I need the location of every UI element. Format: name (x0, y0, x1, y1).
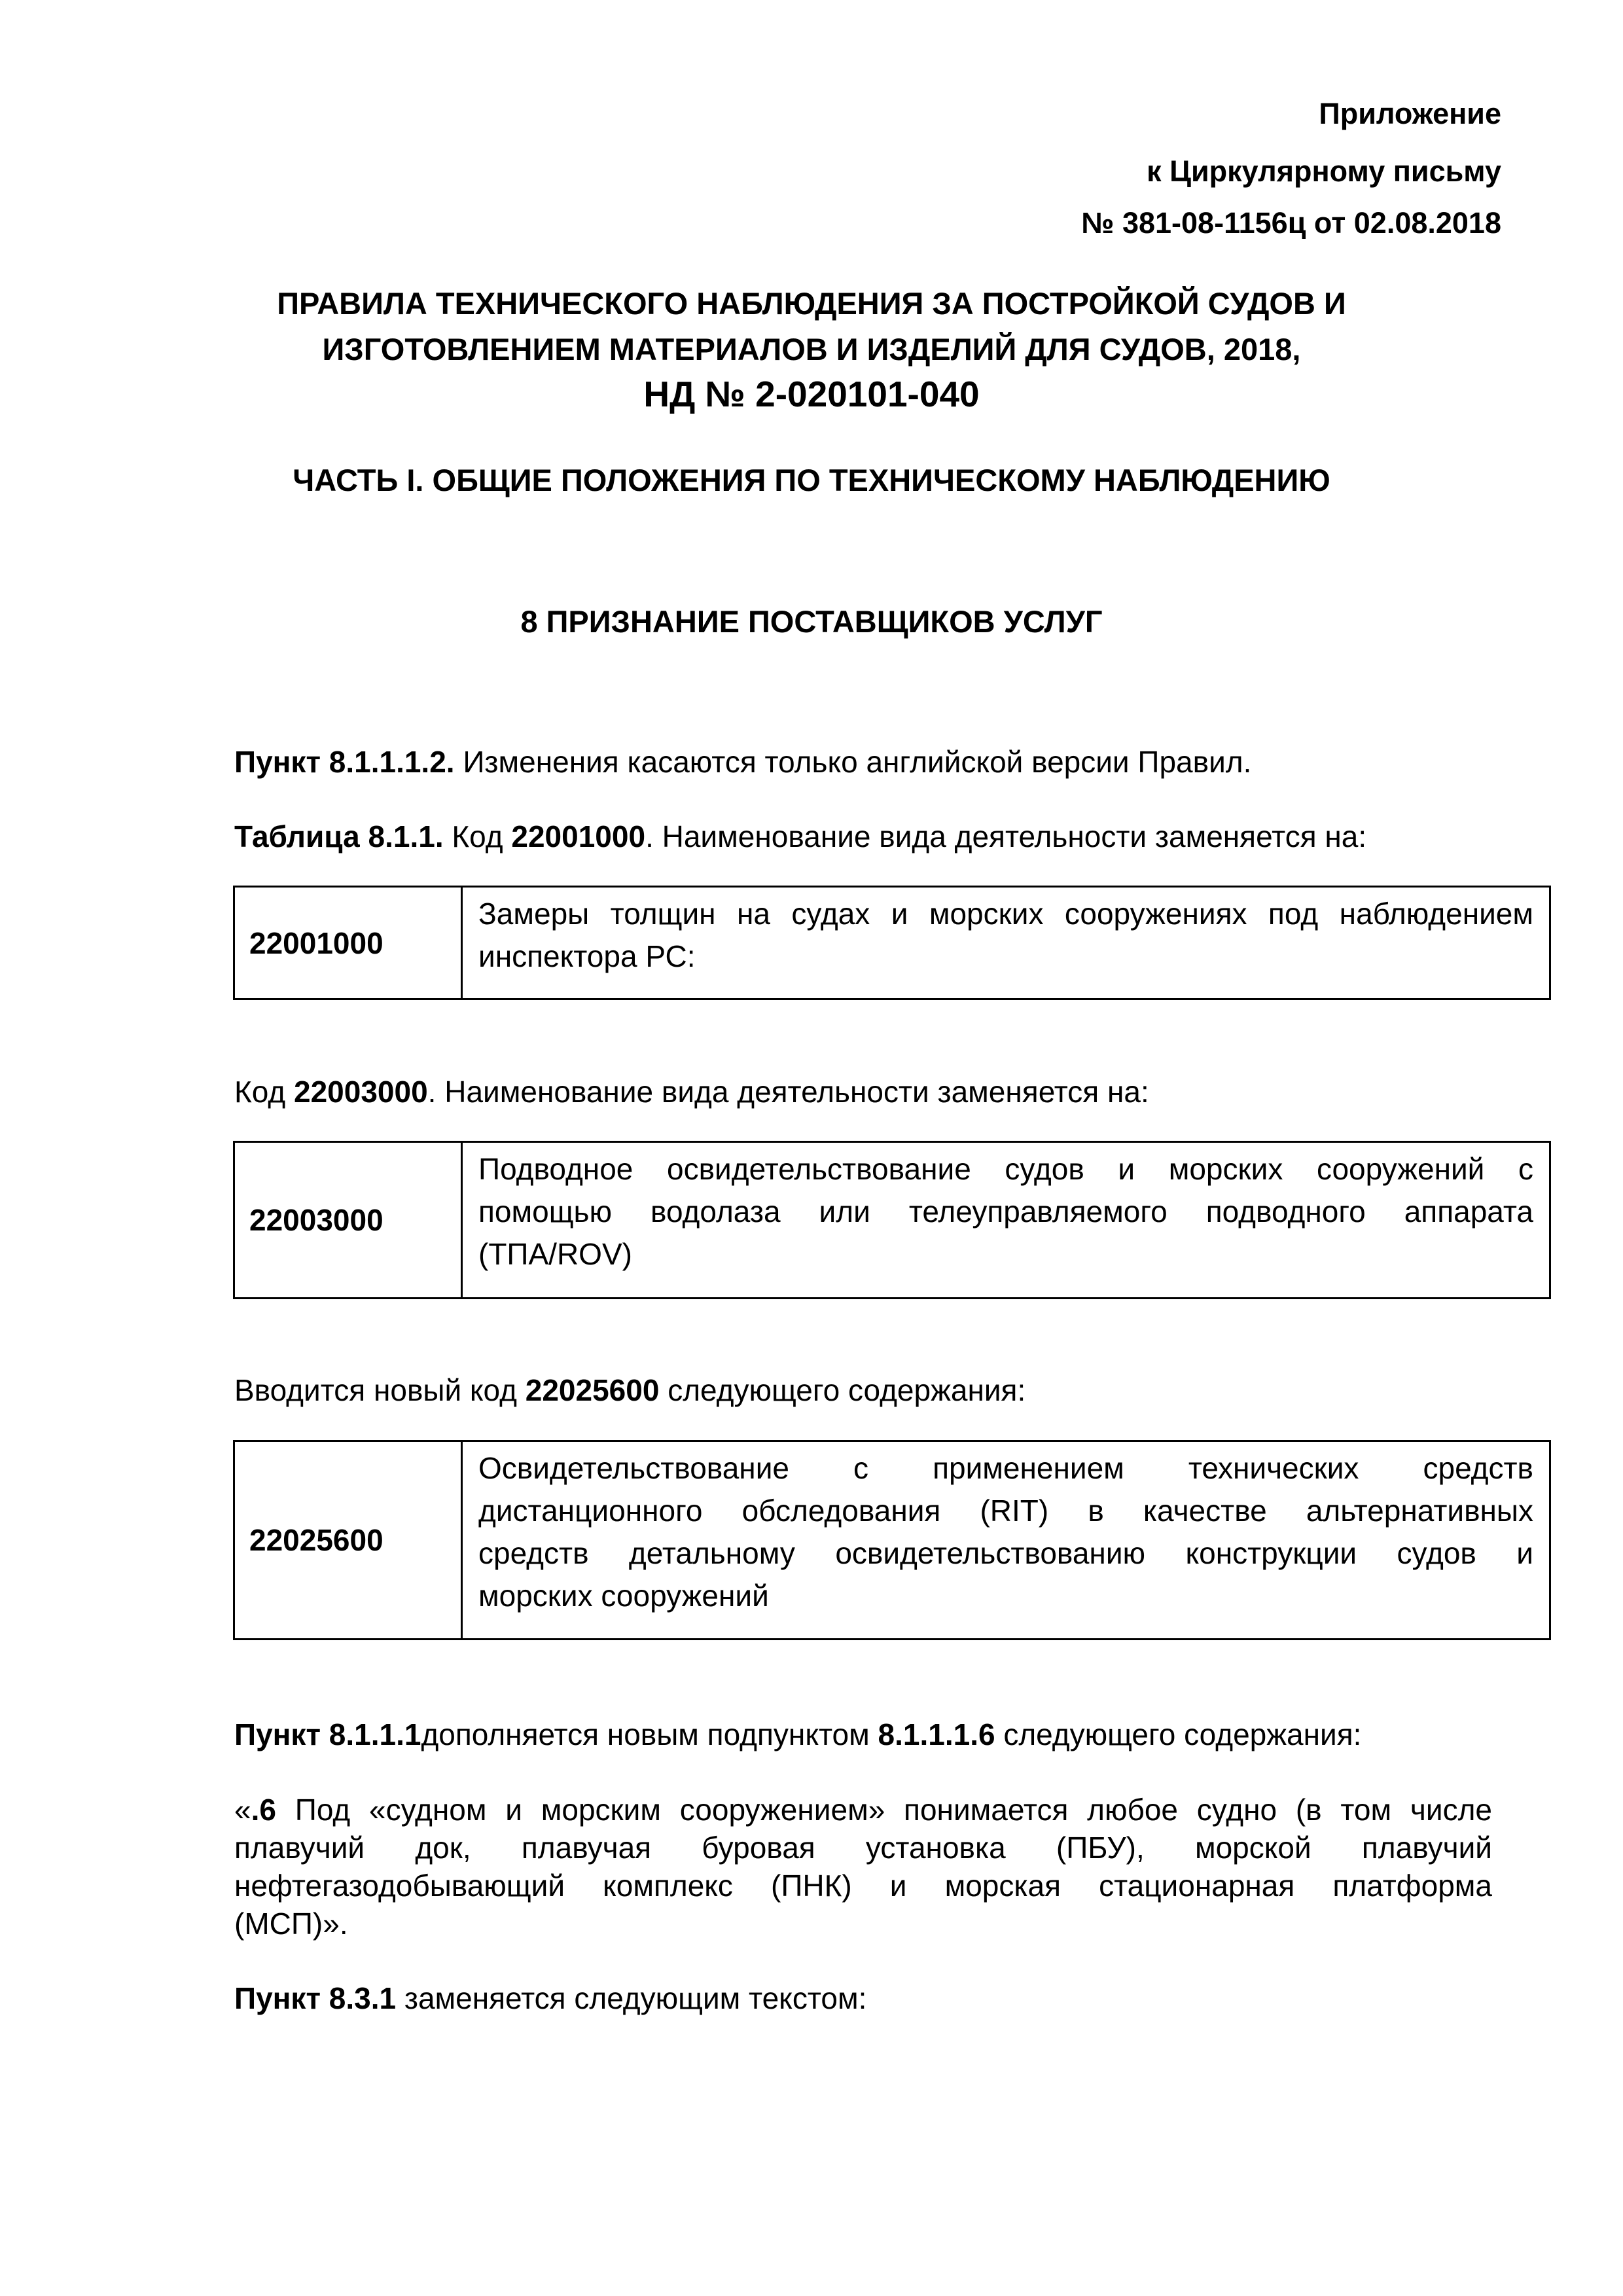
code-ref: 22003000 (294, 1075, 428, 1109)
circular-letter-label: к Циркулярному письму (1147, 154, 1501, 188)
document-number: НД № 2-020101-040 (643, 374, 980, 414)
clause-ref: Пункт 8.1.1.1 (234, 1717, 421, 1751)
code-ref: 22001000 (511, 819, 646, 853)
letter-number: № 381-08-1156ц от 02.08.2018 (1081, 206, 1501, 240)
paragraph-8-1-1-1: Пункт 8.1.1.1дополняется новым подпунктом 8.1.1.1.6 следующего содержания: (234, 1717, 1362, 1751)
paragraph-new-code: Вводится новый код 22025600 следующего содержания: (234, 1373, 1026, 1407)
subclause-number: .6 (251, 1793, 276, 1827)
clause-ref: Пункт 8.1.1.1.2. (234, 745, 455, 779)
description-cell: Замеры толщин на судах и морских сооружениях под наблюдением инспектора РС: (478, 897, 1533, 973)
appendix-label: Приложение (1319, 97, 1501, 130)
code-cell: 22025600 (235, 1442, 463, 1638)
table-ref: Таблица 8.1.1. (234, 819, 444, 853)
subclause-ref: 8.1.1.1.6 (878, 1717, 995, 1751)
paragraph-table-8-1-1: Таблица 8.1.1. Код 22001000. Наименование вида деятельности заменяется на: (234, 819, 1367, 853)
part-heading: ЧАСТЬ I. ОБЩИЕ ПОЛОЖЕНИЯ ПО ТЕХНИЧЕСКОМУ НАБЛЮДЕНИЮ (293, 463, 1330, 497)
section-heading: 8 ПРИЗНАНИЕ ПОСТАВЩИКОВ УСЛУГ (520, 604, 1103, 639)
paragraph-code-22003000: Код 22003000. Наименование вида деятельности заменяется на: (234, 1075, 1149, 1109)
document-title-line-2: ИЗГОТОВЛЕНИЕМ МАТЕРИАЛОВ И ИЗДЕЛИЙ ДЛЯ СУДОВ, 2018, (322, 332, 1301, 367)
code-table-22001000 (233, 886, 1551, 1000)
paragraph-8-1-1-1-2: Пункт 8.1.1.1.2. Изменения касаются только английской версии Правил. (234, 745, 1252, 779)
clause-ref: Пункт 8.3.1 (234, 1981, 397, 2015)
paragraph-8-3-1: Пункт 8.3.1 заменяется следующим текстом: (234, 1981, 867, 2015)
document-title-line-1: ПРАВИЛА ТЕХНИЧЕСКОГО НАБЛЮДЕНИЯ ЗА ПОСТРОЙКОЙ СУДОВ И (277, 286, 1346, 321)
code-ref: 22025600 (525, 1373, 660, 1407)
description-cell: Подводное освидетельствование судов и морских сооружений с помощью водолаза или телеуправляемого подводного аппарата (ТПА/ROV) (478, 1152, 1533, 1271)
paragraph-subclause-6: «.6 Под «судном и морским сооружением» понимается любое судно (в том числе плавучий док, плавучая буровая установка (ПБУ), морской плавучий нефтегазодобывающий комплекс (ПНК) и морская стационарная платформа (МСП)». (234, 1793, 1493, 1941)
code-cell: 22001000 (235, 888, 463, 998)
code-table-22003000 (233, 1141, 1551, 1299)
code-cell: 22003000 (235, 1143, 463, 1297)
code-table-22025600 (233, 1440, 1551, 1640)
description-cell: Освидетельствование с применением технических средств дистанционного обследования (RIT) в качестве альтернативных средств детальному освидетельствованию конструкции судов и морских сооружений (478, 1451, 1533, 1613)
